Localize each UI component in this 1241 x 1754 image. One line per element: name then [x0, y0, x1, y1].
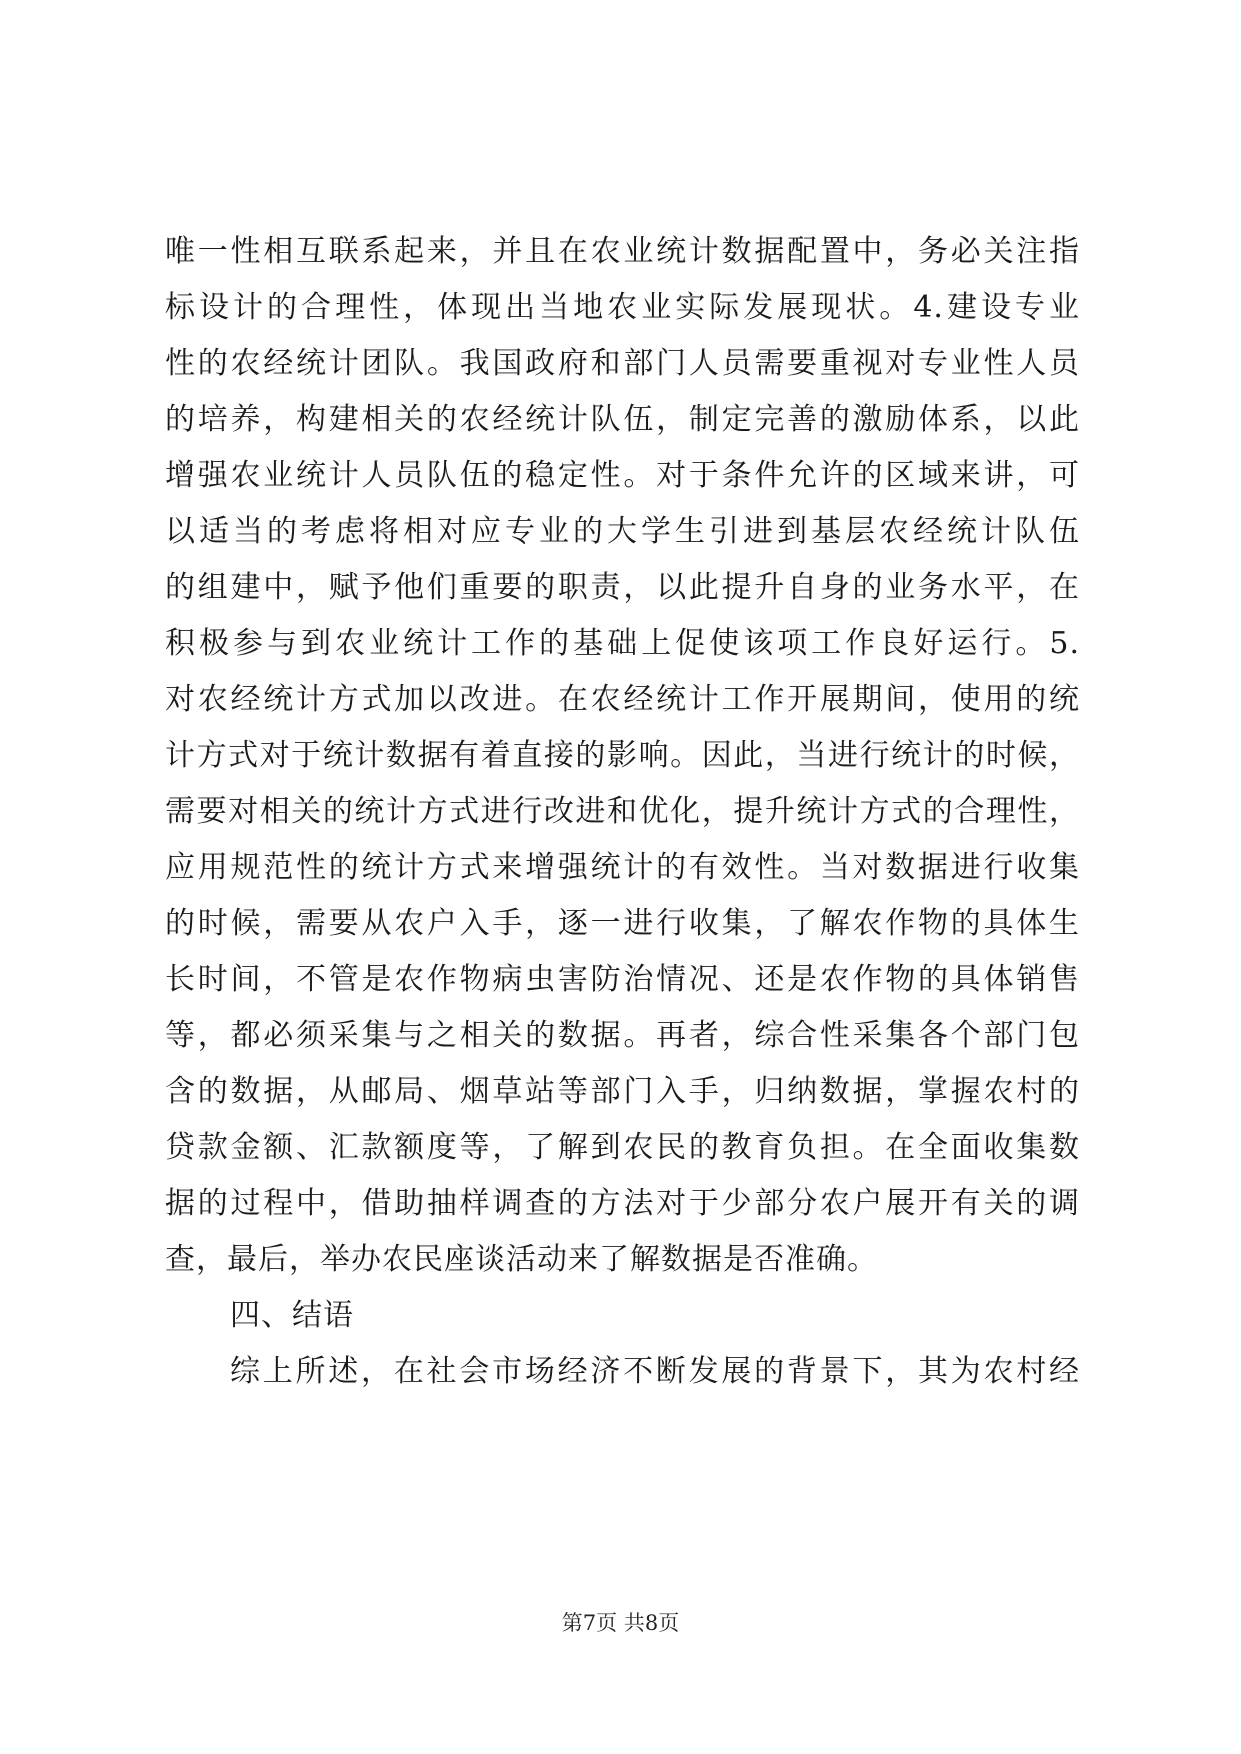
text-line: 长时间，不管是农作物病虫害防治情况、还是农作物的具体销售 [165, 962, 1080, 997]
text-line: 增强农业统计人员队伍的稳定性。对于条件允许的区域来讲，可 [165, 458, 1080, 493]
text-line: 查，最后，举办农民座谈活动来了解数据是否准确。 [165, 1242, 878, 1277]
text-line: 唯一性相互联系起来，并且在农业统计数据配置中，务必关注指 [165, 234, 1080, 269]
text-line: 标设计的合理性，体现出当地农业实际发展现状。4.建设专业 [165, 290, 1080, 325]
page-footer: 第7页 共8页 [561, 1611, 680, 1635]
text-line: 的时候，需要从农户入手，逐一进行收集，了解农作物的具体生 [165, 906, 1080, 941]
text-line: 等，都必须采集与之相关的数据。再者，综合性采集各个部门包 [165, 1018, 1080, 1053]
text-line: 性的农经统计团队。我国政府和部门人员需要重视对专业性人员 [165, 346, 1080, 381]
text-line: 的培养，构建相关的农经统计队伍，制定完善的激励体系，以此 [165, 402, 1080, 437]
conclusion-first-line: 综上所述，在社会市场经济不断发展的背景下，其为农村经 [230, 1354, 1080, 1389]
text-line: 的组建中，赋予他们重要的职责，以此提升自身的业务水平，在 [165, 570, 1080, 605]
section-heading: 四、结语 [230, 1298, 354, 1333]
text-line: 对农经统计方式加以改进。在农经统计工作开展期间，使用的统 [165, 682, 1080, 717]
text-line: 贷款金额、汇款额度等，了解到农民的教育负担。在全面收集数 [165, 1130, 1080, 1165]
text-line: 应用规范性的统计方式来增强统计的有效性。当对数据进行收集 [165, 850, 1080, 885]
text-line: 计方式对于统计数据有着直接的影响。因此，当进行统计的时候， [165, 738, 1080, 773]
text-line: 以适当的考虑将相对应专业的大学生引进到基层农经统计队伍 [165, 514, 1080, 549]
body-text [165, 224, 1080, 1400]
text-line: 据的过程中，借助抽样调查的方法对于少部分农户展开有关的调 [165, 1186, 1080, 1221]
text-line: 需要对相关的统计方式进行改进和优化，提升统计方式的合理性， [165, 794, 1080, 829]
text-line: 含的数据，从邮局、烟草站等部门入手，归纳数据，掌握农村的 [165, 1074, 1080, 1109]
text-line: 积极参与到农业统计工作的基础上促使该项工作良好运行。5. [165, 626, 1080, 661]
